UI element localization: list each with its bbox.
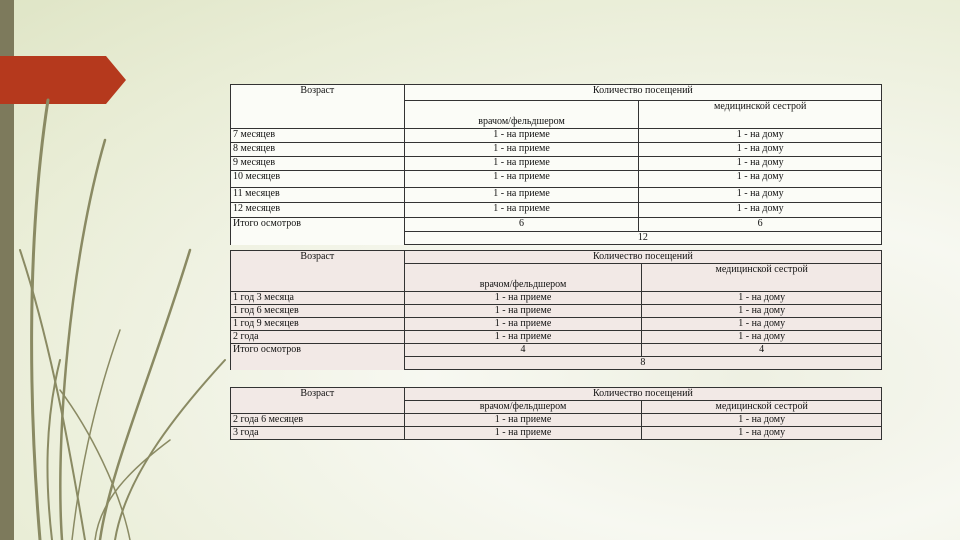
nurse-header: медицинской сестрой [642,401,882,414]
age-cell: 1 год 3 месяца [231,292,405,305]
visits-table-second-year [230,250,882,370]
age-header: Возраст [231,85,405,129]
age-cell: 10 месяцев [231,171,405,188]
doctor-cell: 1 - на приеме [404,427,642,440]
nurse-cell: 1 - на дому [639,203,882,218]
nurse-cell: 1 - на дому [639,171,882,188]
doctor-cell: 1 - на приеме [404,203,639,218]
nurse-cell: 1 - на дому [639,129,882,143]
age-cell: 9 месяцев [231,157,405,171]
visits-header: Количество посещений [404,85,881,101]
doctor-cell: 1 - на приеме [404,318,642,331]
age-cell: 1 год 9 месяцев [231,318,405,331]
nurse-cell: 1 - на дому [642,305,882,318]
nurse-cell: 1 - на дому [642,427,882,440]
age-cell: 1 год 6 месяцев [231,305,405,318]
age-cell: 8 месяцев [231,143,405,157]
doctor-cell: 1 - на приеме [404,292,642,305]
total-sum: 12 [404,232,881,245]
total-sum: 8 [404,357,881,370]
total-doctor: 6 [404,218,639,232]
decorative-grass [0,0,260,540]
age-cell: 3 года [231,427,405,440]
age-header: Возраст [231,388,405,414]
age-cell: 11 месяцев [231,188,405,203]
doctor-cell: 1 - на приеме [404,157,639,171]
age-cell: 7 месяцев [231,129,405,143]
nurse-cell: 1 - на дому [642,292,882,305]
age-cell: 2 года 6 месяцев [231,414,405,427]
doctor-cell: 1 - на приеме [404,414,642,427]
doctor-cell: 1 - на приеме [404,143,639,157]
doctor-header: врачом/фельдшером [404,401,642,414]
total-doctor: 4 [404,344,642,357]
doctor-cell: 1 - на приеме [404,129,639,143]
age-header: Возраст [231,251,405,292]
nurse-cell: 1 - на дому [639,143,882,157]
total-label: Итого осмотров [231,344,405,370]
nurse-cell: 1 - на дому [639,188,882,203]
nurse-header: медицинской сестрой [639,101,882,129]
visits-table-first-year [230,84,882,245]
total-nurse: 4 [642,344,882,357]
age-cell: 12 месяцев [231,203,405,218]
nurse-cell: 1 - на дому [639,157,882,171]
total-label: Итого осмотров [231,218,405,245]
doctor-cell: 1 - на приеме [404,305,642,318]
visits-header: Количество посещений [404,251,881,264]
doctor-cell: 1 - на приеме [404,171,639,188]
doctor-header: врачом/фельдшером [404,101,639,129]
doctor-cell: 1 - на приеме [404,188,639,203]
nurse-cell: 1 - на дому [642,331,882,344]
nurse-header: медицинской сестрой [642,264,882,292]
doctor-header: врачом/фельдшером [404,264,642,292]
nurse-cell: 1 - на дому [642,414,882,427]
doctor-cell: 1 - на приеме [404,331,642,344]
nurse-cell: 1 - на дому [642,318,882,331]
visits-header: Количество посещений [404,388,881,401]
age-cell: 2 года [231,331,405,344]
total-nurse: 6 [639,218,882,232]
visits-table-third-year [230,387,882,440]
